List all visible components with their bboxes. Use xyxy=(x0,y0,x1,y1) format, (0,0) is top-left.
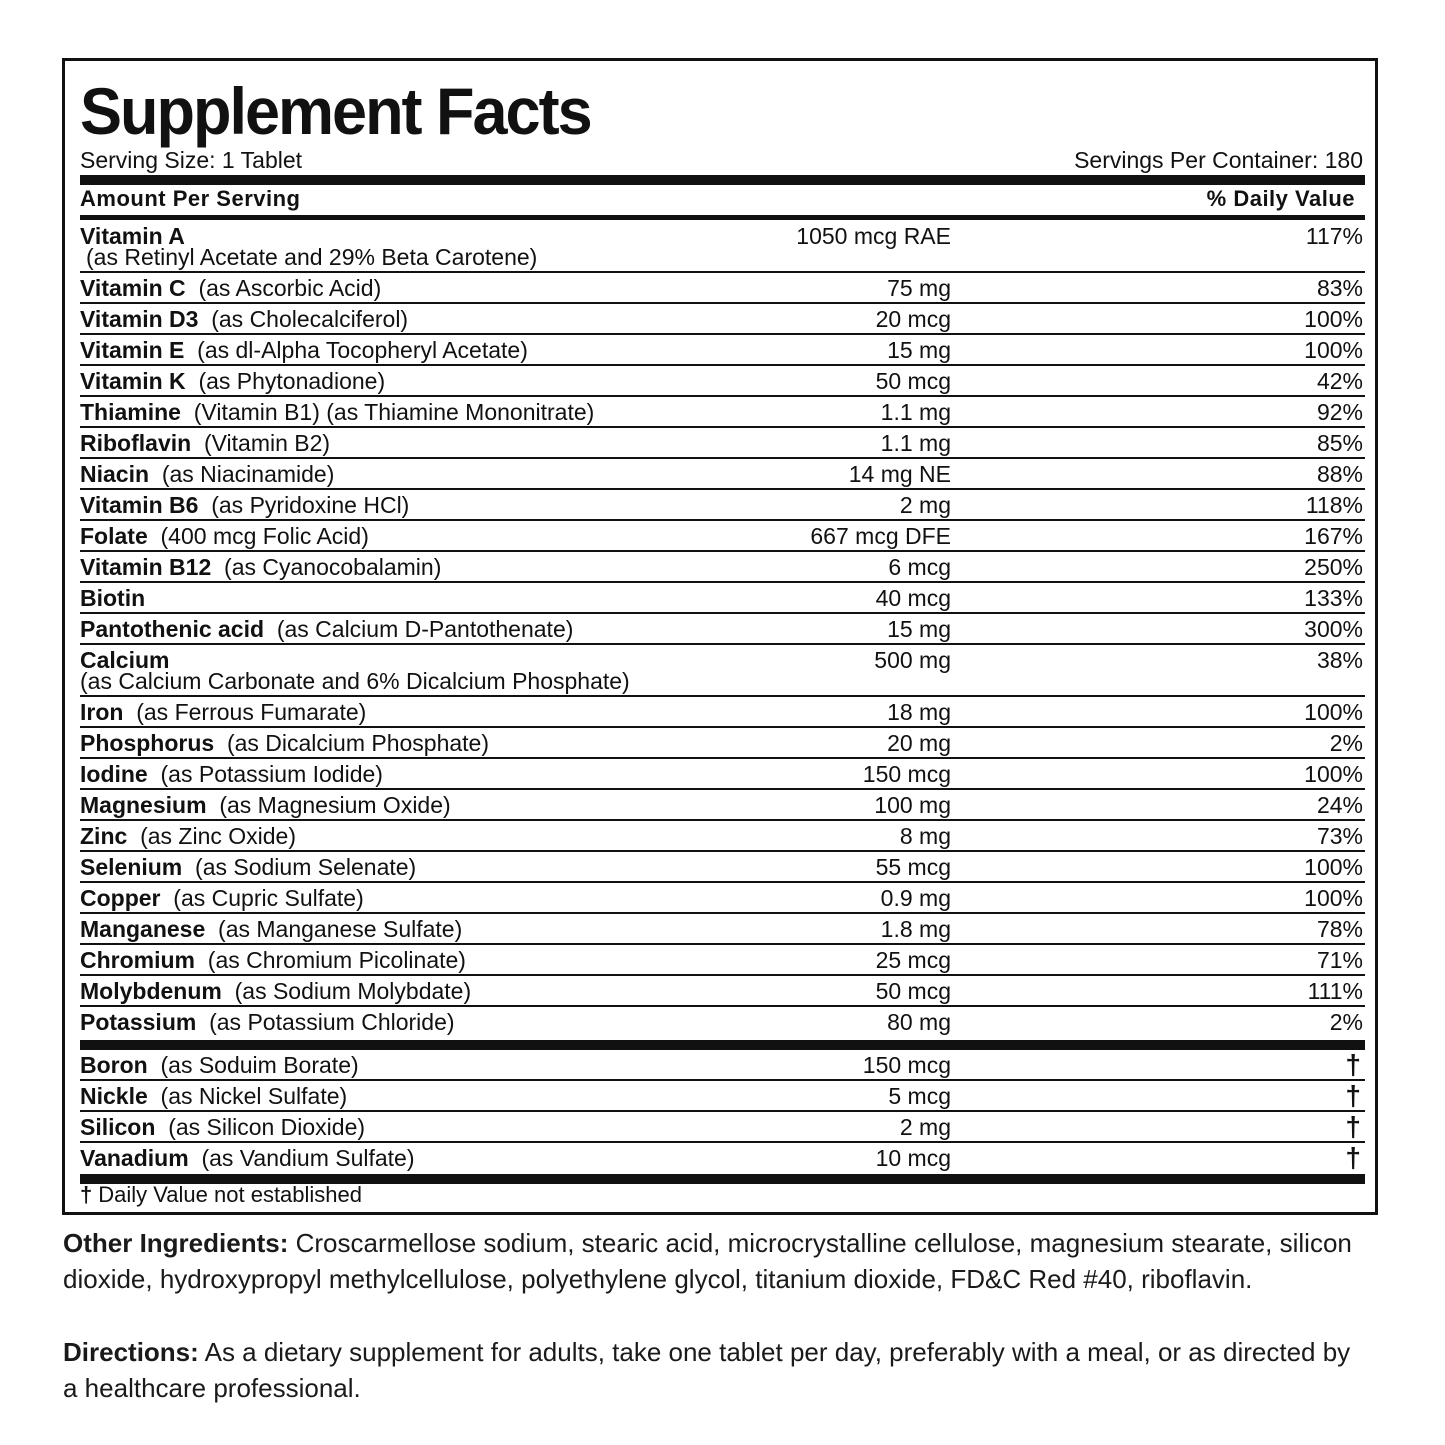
nutrient-label xyxy=(80,885,364,911)
nutrient-name: Chromium xyxy=(80,947,195,973)
nutrient-name: Copper xyxy=(80,885,161,911)
nutrient-row xyxy=(80,790,1365,821)
nutrient-row xyxy=(80,883,1365,914)
directions-text: As a dietary supplement for adults, take one tablet per day, preferably with a meal, or as directed by a healthcare professional. xyxy=(63,1337,1351,1403)
nutrient-label xyxy=(80,1145,415,1171)
nutrient-label xyxy=(80,823,296,849)
nutrient-row xyxy=(80,366,1365,397)
nutrient-row xyxy=(80,976,1365,1007)
nutrient-row xyxy=(80,273,1365,304)
nutrient-daily-value: 118% xyxy=(1305,492,1363,518)
nutrient-label xyxy=(80,792,451,818)
nutrient-amount: 25 mcg xyxy=(875,947,951,973)
nutrient-amount: 20 mcg xyxy=(875,306,951,332)
nutrient-source: (as Sodium Molybdate) xyxy=(234,978,472,1004)
other-ingredients-text: Croscarmellose sodium, stearic acid, microcrystalline cellulose, magnesium stearate, silicon dioxide, hydroxypropyl methylcellulose, polyethylene glycol, titanium dioxide, FD&C Red #40, riboflavin. xyxy=(63,1228,1352,1294)
nutrient-row xyxy=(80,428,1365,459)
nutrient-name: Boron xyxy=(80,1052,148,1078)
nutrient-name: Magnesium xyxy=(80,792,207,818)
dagger-icon: † xyxy=(1345,1049,1361,1080)
nutrient-label xyxy=(80,1009,455,1035)
nutrient-label xyxy=(80,699,366,725)
nutrient-amount: 5 mcg xyxy=(888,1083,951,1109)
nutrient-source: (as Niacinamide) xyxy=(161,461,335,487)
nutrient-source: (as Cyanocobalamin) xyxy=(224,554,442,580)
nutrient-row xyxy=(80,459,1365,490)
other-ingredients-label: Other Ingredients: xyxy=(63,1228,289,1258)
nutrient-source: (400 mcg Folic Acid) xyxy=(160,523,369,549)
nutrient-label xyxy=(80,1083,347,1109)
nutrient-name: Riboflavin xyxy=(80,430,192,456)
nutrient-amount: 10 mcg xyxy=(875,1145,951,1171)
footnote xyxy=(80,1181,362,1209)
nutrient-row xyxy=(80,728,1365,759)
serving-size: Serving Size: 1 Tablet xyxy=(80,147,303,173)
nutrient-name: Biotin xyxy=(80,585,146,611)
directions xyxy=(63,1334,1353,1406)
nutrient-name: Vitamin K xyxy=(80,368,186,394)
nutrient-row xyxy=(80,1050,1365,1081)
footnote-text: Daily Value not established xyxy=(98,1182,363,1207)
thick-divider-middle xyxy=(80,1040,1365,1050)
nutrient-label xyxy=(80,337,528,363)
nutrient-label xyxy=(80,492,409,518)
nutrient-daily-value: 111% xyxy=(1307,978,1363,1004)
daily-value-header: % Daily Value xyxy=(1206,186,1355,211)
nutrient-label xyxy=(80,306,408,332)
nutrient-name: Niacin xyxy=(80,461,150,487)
nutrient-daily-value: 73% xyxy=(1316,823,1363,849)
nutrient-row xyxy=(80,521,1365,552)
nutrient-label xyxy=(80,399,594,425)
nutrient-row xyxy=(80,645,1365,697)
nutrient-row xyxy=(80,852,1365,883)
nutrient-row xyxy=(80,221,1365,273)
nutrient-row xyxy=(80,945,1365,976)
nutrient-source: (as Phytonadione) xyxy=(198,368,386,394)
nutrient-daily-value: 133% xyxy=(1304,585,1363,611)
nutrient-amount: 75 mg xyxy=(887,275,951,301)
nutrient-daily-value: 71% xyxy=(1316,947,1363,973)
nutrient-row xyxy=(80,697,1365,728)
dagger-icon: † xyxy=(80,1182,93,1207)
nutrient-name: Vitamin B6 xyxy=(80,492,199,518)
nutrient-label xyxy=(80,947,466,973)
nutrient-row xyxy=(80,397,1365,428)
supplement-facts-panel xyxy=(62,58,1378,1215)
nutrient-row xyxy=(80,1143,1365,1174)
nutrient-name: Vanadium xyxy=(80,1145,189,1171)
nutrient-amount: 6 mcg xyxy=(888,554,951,580)
nutrient-amount: 80 mg xyxy=(887,1009,951,1035)
dagger-icon: † xyxy=(1345,1111,1361,1142)
nutrient-source: (Vitamin B1) (as Thiamine Mononitrate) xyxy=(193,399,595,425)
nutrient-name: Thiamine xyxy=(80,399,181,425)
nutrient-daily-value: 42% xyxy=(1316,368,1363,394)
nutrient-name: Manganese xyxy=(80,916,206,942)
nutrient-amount: 40 mcg xyxy=(875,585,951,611)
nutrient-label xyxy=(80,854,416,880)
nutrient-label xyxy=(80,1052,359,1078)
nutrient-name: Iodine xyxy=(80,761,148,787)
nutrient-daily-value: 92% xyxy=(1316,399,1363,425)
nutrient-name: Potassium xyxy=(80,1009,197,1035)
medium-divider xyxy=(80,215,1365,220)
nutrient-source: (as Cholecalciferol) xyxy=(211,306,409,332)
nutrient-source: (as Soduim Borate) xyxy=(160,1052,359,1078)
nutrient-source: (as Vandium Sulfate) xyxy=(201,1145,415,1171)
dagger-icon: † xyxy=(1345,1142,1361,1173)
nutrient-source: (as Cupric Sulfate) xyxy=(173,885,364,911)
nutrient-source: (as dl-Alpha Tocopheryl Acetate) xyxy=(197,337,528,363)
nutrient-label xyxy=(80,368,385,394)
nutrient-label xyxy=(80,916,462,942)
nutrient-label xyxy=(80,275,381,301)
nutrient-name: Vitamin A xyxy=(80,223,185,249)
nutrient-row xyxy=(80,335,1365,366)
nutrient-amount: 1.1 mg xyxy=(880,430,951,456)
nutrient-daily-value: 100% xyxy=(1304,761,1363,787)
nutrient-amount: 150 mcg xyxy=(862,761,951,787)
nutrient-source: (as Nickel Sulfate) xyxy=(160,1083,348,1109)
thick-divider-top xyxy=(80,175,1365,185)
nutrient-amount: 8 mg xyxy=(899,823,951,849)
nutrient-row xyxy=(80,914,1365,945)
nutrient-name: Nickle xyxy=(80,1083,148,1109)
nutrient-name: Silicon xyxy=(80,1114,156,1140)
nutrient-name: Folate xyxy=(80,523,148,549)
nutrient-label xyxy=(80,616,573,642)
nutrient-daily-value: 250% xyxy=(1304,554,1363,580)
nutrient-row xyxy=(80,490,1365,521)
amount-per-serving-header: Amount Per Serving xyxy=(80,186,301,211)
nutrient-daily-value: 83% xyxy=(1316,275,1363,301)
nutrient-source: (as Calcium D-Pantothenate) xyxy=(276,616,574,642)
nutrient-source: (as Dicalcium Phosphate) xyxy=(226,730,490,756)
nutrient-rows xyxy=(80,221,1365,1184)
nutrient-amount: 14 mg NE xyxy=(848,461,951,487)
nutrient-amount: 55 mcg xyxy=(875,854,951,880)
nutrient-source-detail: (as Calcium Carbonate and 6% Dicalcium Phosphate) xyxy=(80,668,630,694)
nutrient-daily-value: 100% xyxy=(1304,306,1363,332)
nutrient-name: Pantothenic acid xyxy=(80,616,265,642)
nutrient-row xyxy=(80,1081,1365,1112)
nutrient-label xyxy=(80,761,383,787)
nutrient-row xyxy=(80,552,1365,583)
nutrient-label xyxy=(80,554,441,580)
nutrient-amount: 1.1 mg xyxy=(880,399,951,425)
nutrient-label xyxy=(80,978,471,1004)
nutrient-daily-value: 167% xyxy=(1304,523,1363,549)
nutrient-amount: 667 mcg DFE xyxy=(810,523,951,549)
nutrient-amount: 1050 mcg RAE xyxy=(796,223,951,249)
nutrient-amount: 150 mcg xyxy=(862,1052,951,1078)
nutrient-label xyxy=(80,430,330,456)
nutrient-source: (as Manganese Sulfate) xyxy=(218,916,463,942)
nutrient-daily-value: 100% xyxy=(1304,699,1363,725)
servings-per-container: Servings Per Container: 180 xyxy=(1074,147,1363,173)
nutrient-daily-value: 2% xyxy=(1329,730,1363,756)
nutrient-amount: 50 mcg xyxy=(875,978,951,1004)
nutrient-source: (as Sodium Selenate) xyxy=(195,854,417,880)
nutrient-label xyxy=(80,523,369,549)
nutrient-source: (as Silicon Dioxide) xyxy=(168,1114,366,1140)
nutrient-row xyxy=(80,821,1365,852)
nutrient-daily-value: 100% xyxy=(1304,885,1363,911)
nutrient-label xyxy=(80,1114,365,1140)
nutrient-row xyxy=(80,759,1365,790)
nutrient-amount: 2 mg xyxy=(899,1114,951,1140)
nutrient-daily-value: 85% xyxy=(1316,430,1363,456)
nutrient-source: (as Magnesium Oxide) xyxy=(219,792,451,818)
nutrient-row xyxy=(80,614,1365,645)
nutrient-row xyxy=(80,583,1365,614)
nutrient-daily-value: 100% xyxy=(1304,854,1363,880)
nutrient-amount: 18 mg xyxy=(887,699,951,725)
nutrient-name: Vitamin D3 xyxy=(80,306,199,332)
nutrient-amount: 500 mg xyxy=(874,647,951,673)
directions-label: Directions: xyxy=(63,1337,199,1367)
nutrient-source: (as Pyridoxine HCl) xyxy=(211,492,410,518)
nutrient-daily-value: 117% xyxy=(1305,223,1363,249)
nutrient-name: Vitamin E xyxy=(80,337,185,363)
nutrient-label xyxy=(80,461,334,487)
nutrient-name: Zinc xyxy=(80,823,128,849)
nutrient-amount: 2 mg xyxy=(899,492,951,518)
nutrient-daily-value: 300% xyxy=(1304,616,1363,642)
nutrient-source: (as Ferrous Fumarate) xyxy=(136,699,367,725)
nutrient-daily-value: 88% xyxy=(1316,461,1363,487)
nutrient-source: (as Potassium Iodide) xyxy=(160,761,383,787)
nutrient-source: (as Ascorbic Acid) xyxy=(198,275,382,301)
nutrient-amount: 1.8 mg xyxy=(880,916,951,942)
nutrient-amount: 20 mg xyxy=(887,730,951,756)
nutrient-daily-value: 100% xyxy=(1304,337,1363,363)
nutrient-name: Molybdenum xyxy=(80,978,222,1004)
nutrient-name: Calcium xyxy=(80,647,170,673)
nutrient-row xyxy=(80,1112,1365,1143)
nutrient-name: Vitamin C xyxy=(80,275,186,301)
nutrient-source: (as Zinc Oxide) xyxy=(140,823,296,849)
panel-title: Supplement Facts xyxy=(80,75,591,149)
nutrient-name: Iron xyxy=(80,699,124,725)
nutrient-source-detail: (as Retinyl Acetate and 29% Beta Carotene) xyxy=(86,244,538,270)
nutrient-label xyxy=(80,730,489,756)
nutrient-row xyxy=(80,304,1365,335)
nutrient-name: Phosphorus xyxy=(80,730,215,756)
nutrient-daily-value: 38% xyxy=(1316,647,1363,673)
nutrient-daily-value: 78% xyxy=(1316,916,1363,942)
nutrient-daily-value: 24% xyxy=(1316,792,1363,818)
nutrient-amount: 50 mcg xyxy=(875,368,951,394)
dagger-icon: † xyxy=(1345,1080,1361,1111)
nutrient-name: Selenium xyxy=(80,854,183,880)
nutrient-amount: 15 mg xyxy=(887,616,951,642)
nutrient-amount: 0.9 mg xyxy=(880,885,951,911)
nutrient-source: (Vitamin B2) xyxy=(203,430,331,456)
other-ingredients xyxy=(63,1225,1353,1297)
nutrient-row xyxy=(80,1007,1365,1038)
nutrient-source: (as Potassium Chloride) xyxy=(209,1009,455,1035)
nutrient-amount: 100 mg xyxy=(874,792,951,818)
nutrient-daily-value: 2% xyxy=(1329,1009,1363,1035)
nutrient-label xyxy=(80,585,145,611)
nutrient-amount: 15 mg xyxy=(887,337,951,363)
nutrient-name: Vitamin B12 xyxy=(80,554,212,580)
nutrient-source: (as Chromium Picolinate) xyxy=(207,947,466,973)
